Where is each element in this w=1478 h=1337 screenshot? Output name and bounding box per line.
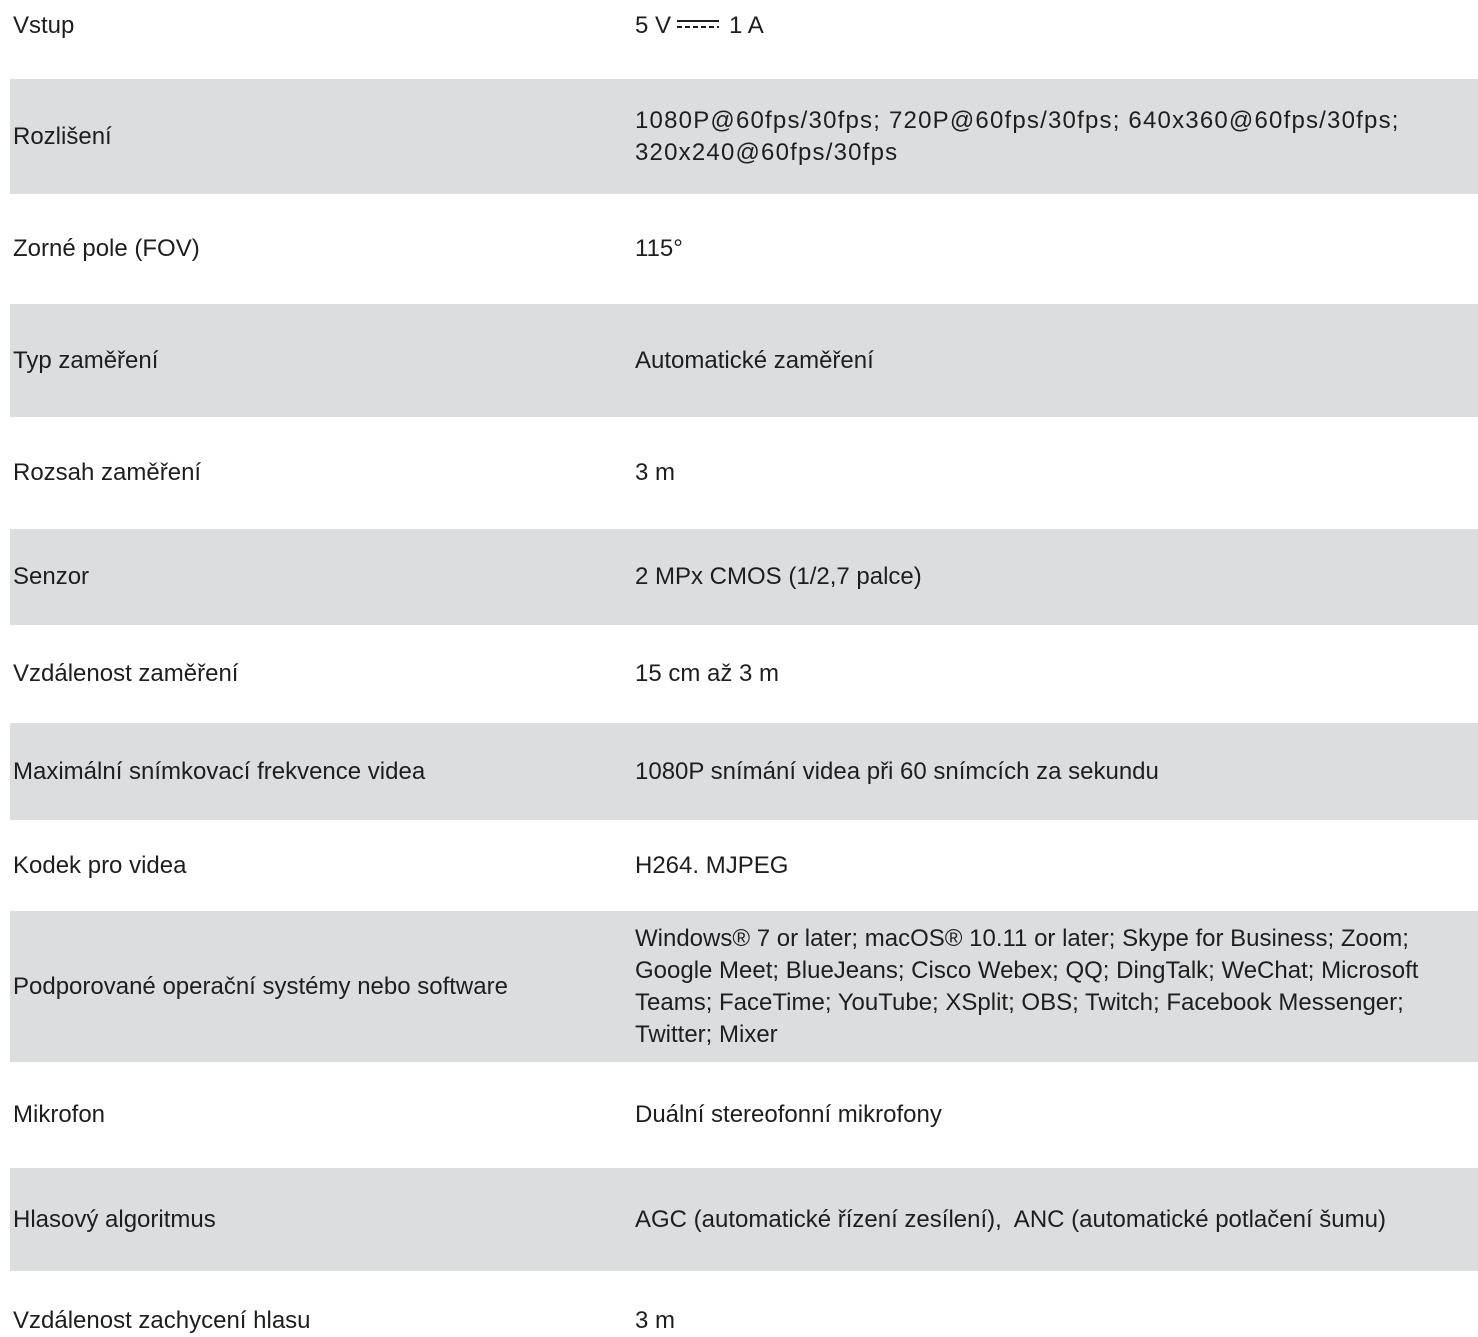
spec-label: Vzdálenost zachycení hlasu [13, 1307, 311, 1334]
spec-row-snimkovaci-frekvence [10, 723, 1478, 820]
spec-row-senzor [10, 529, 1478, 625]
spec-label: Podporované operační systémy nebo software [13, 972, 508, 1000]
spec-label: Maximální snímkovací frekvence videa [13, 757, 426, 785]
spec-value: 3 m [635, 459, 676, 486]
spec-value: Duální stereofonní mikrofony [635, 1101, 942, 1128]
spec-label: Hlasový algoritmus [13, 1205, 216, 1233]
spec-row-typ-zamereni [10, 304, 1478, 417]
spec-value: 15 cm až 3 m [635, 660, 780, 687]
spec-value: H264. MJPEG [635, 851, 789, 879]
spec-row-rozliseni [10, 79, 1478, 194]
spec-value: 1080P@60fps/30fps; 720P@60fps/30fps; 640x360@60fps/30fps; 320x240@60fps/30fps [635, 106, 1400, 166]
spec-row-fov [10, 194, 1478, 304]
spec-value: 1080P snímání videa při 60 snímcích za sekundu [635, 757, 1159, 785]
spec-value: 3 m [635, 1307, 676, 1334]
spec-row-vzdalenost-hlasu [10, 1271, 1478, 1337]
spec-row-vzdalenost-zamereni [10, 625, 1478, 723]
spec-value: 5 V 1 A [635, 12, 764, 39]
spec-row-kodek [10, 820, 1478, 911]
spec-label: Senzor [13, 563, 90, 590]
spec-label: Typ zaměření [13, 346, 159, 374]
spec-label: Rozlišení [13, 122, 112, 150]
spec-label: Kodek pro videa [13, 851, 187, 879]
spec-value: 115° [635, 235, 683, 262]
spec-label: Mikrofon [13, 1101, 106, 1128]
spec-value: AGC (automatické řízení zesílení), ANC (automatické potlačení šumu) [635, 1205, 1386, 1233]
spec-row-mikrofon [10, 1062, 1478, 1168]
spec-row-hlasovy-algoritmus [10, 1168, 1478, 1271]
spec-label: Vstup [13, 12, 75, 39]
spec-row-rozsah-zamereni [10, 417, 1478, 529]
spec-value: Automatické zaměření [635, 346, 874, 374]
spec-value: 2 MPx CMOS (1/2,7 palce) [635, 563, 922, 590]
spec-value: Windows® 7 or later; macOS® 10.11 or later; Skype for Business; Zoom; Google Meet; BlueJeans; Cisco Webex; QQ; DingTalk; WeChat; Microsoft Teams; FaceTime; YouTube; XSplit; OBS; Twitch; Facebook Messenger; Twitter; Mixer [635, 924, 1419, 1048]
spec-label: Rozsah zaměření [13, 459, 202, 486]
spec-label: Zorné pole (FOV) [13, 235, 200, 262]
spec-label: Vzdálenost zaměření [13, 660, 239, 687]
dc-current-symbol-icon [675, 19, 721, 29]
spec-row-operacni-systemy [10, 911, 1478, 1062]
spec-row-vstup [10, 0, 1478, 52]
